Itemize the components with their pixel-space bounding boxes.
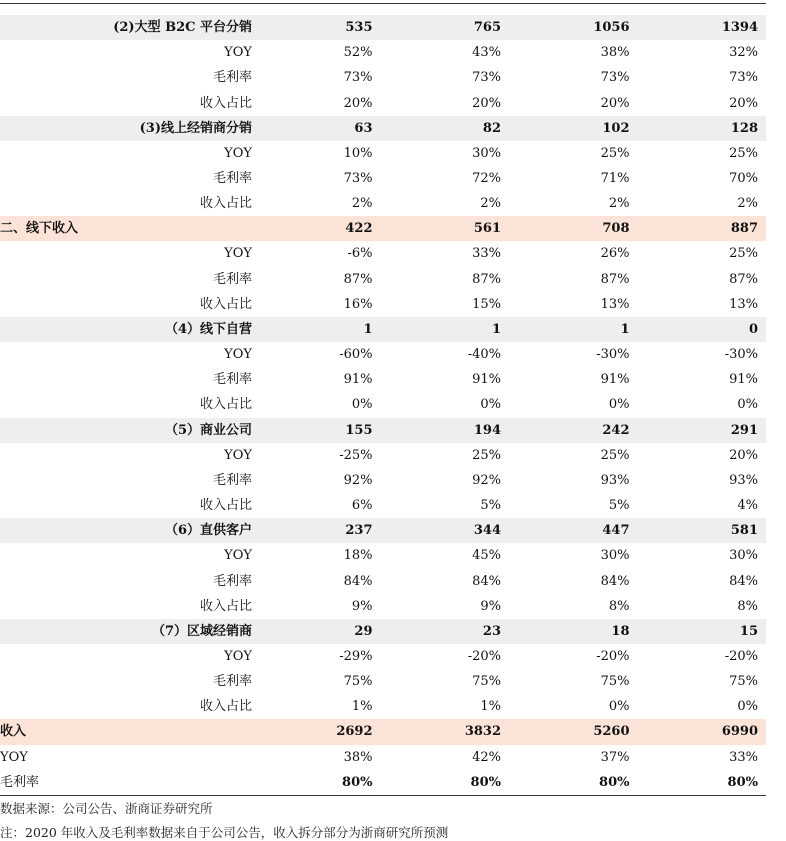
row-label: (3)线上经销商分销 (0, 116, 252, 141)
table-row (0, 141, 766, 166)
table-row (0, 267, 766, 292)
row-label: 毛利率 (212, 674, 252, 690)
value-cell: 13% (600, 296, 630, 312)
row-label: YOY (224, 347, 252, 363)
row-label: （5）商业公司 (0, 418, 252, 443)
row-label: YOY (224, 145, 252, 161)
value-cell: 16% (343, 296, 373, 312)
row-label: 毛利率 (212, 171, 252, 187)
value-cell: 5% (480, 498, 501, 514)
value-cell: 84% (343, 573, 373, 589)
value-cell: -30% (724, 347, 758, 363)
value-cell: 128 (638, 116, 767, 141)
value-cell: 447 (509, 518, 638, 543)
remark-note: 注：2020 年收入及毛利率数据来自于公司公告，收入拆分部分为浙商研究所预测 (0, 825, 449, 840)
table-row (0, 40, 766, 65)
value-cell: 93% (600, 472, 630, 488)
value-cell: 38% (600, 45, 630, 61)
value-cell: 344 (381, 518, 510, 543)
value-cell: 20% (729, 95, 758, 111)
table-bottom-rule (0, 795, 766, 796)
table-row (0, 241, 766, 266)
value-cell: 237 (252, 518, 381, 543)
value-cell: 9% (480, 598, 501, 614)
value-cell: 91% (343, 372, 373, 388)
value-cell: 102 (509, 116, 638, 141)
value-cell: 38% (343, 749, 373, 765)
value-cell: 37% (600, 749, 630, 765)
value-cell: -30% (596, 347, 630, 363)
table-row (0, 770, 766, 795)
value-cell: -20% (467, 648, 501, 664)
value-cell: 71% (600, 171, 630, 187)
value-cell: 9% (351, 598, 373, 614)
value-cell: 6990 (638, 719, 767, 744)
value-cell: 87% (343, 271, 373, 287)
value-cell: 75% (729, 674, 758, 690)
value-cell: 5260 (509, 719, 638, 744)
value-cell: 2% (737, 196, 758, 212)
value-cell: 84% (472, 573, 501, 589)
table-row (0, 65, 766, 90)
row-label: YOY (224, 548, 252, 564)
value-cell: 8% (608, 598, 630, 614)
table-row (0, 594, 766, 619)
value-cell: 1% (351, 699, 373, 715)
table-row (0, 342, 766, 367)
value-cell: 30% (729, 548, 758, 564)
value-cell: 1394 (638, 15, 767, 40)
value-cell: 2% (480, 196, 501, 212)
value-cell: 82 (381, 116, 510, 141)
value-cell: 18 (509, 619, 638, 644)
value-cell: 4% (737, 498, 758, 514)
value-cell: 5% (608, 498, 630, 514)
table-top-rule (0, 3, 766, 4)
value-cell: 10% (343, 145, 373, 161)
value-cell: 422 (252, 216, 381, 241)
value-cell: 26% (600, 246, 630, 262)
value-cell: 93% (729, 472, 758, 488)
value-cell: 0% (608, 397, 630, 413)
value-cell: 73% (343, 70, 373, 86)
table-row (0, 418, 766, 443)
row-label: 收入占比 (199, 598, 252, 614)
value-cell: 30% (600, 548, 630, 564)
row-label: 毛利率 (0, 774, 40, 790)
value-cell: 20% (600, 95, 630, 111)
table-row (0, 392, 766, 417)
value-cell: 0% (737, 397, 758, 413)
value-cell: 29 (252, 619, 381, 644)
value-cell: 92% (343, 472, 373, 488)
value-cell: 80% (470, 774, 501, 790)
value-cell: -25% (339, 447, 373, 463)
value-cell: 0% (737, 699, 758, 715)
value-cell: 1056 (509, 15, 638, 40)
value-cell: 1 (509, 317, 638, 342)
value-cell: 3832 (381, 719, 510, 744)
table-row (0, 90, 766, 115)
value-cell: 23 (381, 619, 510, 644)
table-row (0, 166, 766, 191)
value-cell: 43% (472, 45, 501, 61)
value-cell: 25% (600, 145, 630, 161)
value-cell: 15% (472, 296, 501, 312)
row-label: 毛利率 (212, 70, 252, 86)
table-row (0, 443, 766, 468)
row-label: 收入占比 (199, 95, 252, 111)
value-cell: 63 (252, 116, 381, 141)
value-cell: 80% (727, 774, 758, 790)
value-cell: 1 (252, 317, 381, 342)
value-cell: 8% (737, 598, 758, 614)
revenue-forecast-table (0, 15, 766, 795)
value-cell: 30% (472, 145, 501, 161)
table-row (0, 719, 766, 744)
table-row (0, 15, 766, 40)
table-row (0, 694, 766, 719)
value-cell: 6% (351, 498, 373, 514)
value-cell: 25% (600, 447, 630, 463)
row-label: 毛利率 (212, 271, 252, 287)
value-cell: 0 (638, 317, 767, 342)
value-cell: 1 (381, 317, 510, 342)
value-cell: 2% (608, 196, 630, 212)
value-cell: 2692 (252, 719, 381, 744)
value-cell: 194 (381, 418, 510, 443)
table-row (0, 543, 766, 568)
value-cell: 708 (509, 216, 638, 241)
row-label: （6）直供客户 (0, 518, 252, 543)
row-label: （4）线下自营 (0, 317, 252, 342)
value-cell: -20% (724, 648, 758, 664)
value-cell: 91% (729, 372, 758, 388)
value-cell: 535 (252, 15, 381, 40)
value-cell: 33% (729, 749, 758, 765)
row-label: (2)大型 B2C 平台分销 (0, 15, 252, 40)
value-cell: -40% (467, 347, 501, 363)
value-cell: 0% (480, 397, 501, 413)
row-label: 收入占比 (199, 699, 252, 715)
row-label: YOY (224, 246, 252, 262)
value-cell: 765 (381, 15, 510, 40)
value-cell: 73% (729, 70, 758, 86)
value-cell: 0% (608, 699, 630, 715)
row-label: 二、线下收入 (0, 216, 252, 241)
value-cell: 242 (509, 418, 638, 443)
value-cell: 887 (638, 216, 767, 241)
value-cell: 25% (729, 145, 758, 161)
value-cell: 73% (472, 70, 501, 86)
value-cell: 84% (600, 573, 630, 589)
value-cell: 91% (600, 372, 630, 388)
value-cell: 32% (729, 45, 758, 61)
value-cell: 2% (351, 196, 373, 212)
value-cell: 1% (480, 699, 501, 715)
value-cell: 25% (729, 246, 758, 262)
table-row (0, 644, 766, 669)
table-row (0, 745, 766, 770)
table-row (0, 669, 766, 694)
table-body (0, 15, 766, 795)
table-row (0, 367, 766, 392)
table-row (0, 619, 766, 644)
value-cell: 20% (343, 95, 373, 111)
value-cell: 15 (638, 619, 767, 644)
row-label: 收入 (0, 719, 252, 744)
value-cell: 75% (600, 674, 630, 690)
row-label: 毛利率 (212, 573, 252, 589)
value-cell: 70% (729, 171, 758, 187)
row-label: 收入占比 (199, 397, 252, 413)
row-label: YOY (224, 45, 252, 61)
value-cell: -29% (339, 648, 373, 664)
table-row (0, 292, 766, 317)
value-cell: 87% (729, 271, 758, 287)
value-cell: 18% (343, 548, 373, 564)
value-cell: 291 (638, 418, 767, 443)
value-cell: 87% (472, 271, 501, 287)
value-cell: 80% (599, 774, 630, 790)
value-cell: 72% (472, 171, 501, 187)
value-cell: 20% (729, 447, 758, 463)
value-cell: 75% (343, 674, 373, 690)
table-row (0, 468, 766, 493)
row-label: 收入占比 (199, 296, 252, 312)
row-label: 收入占比 (199, 498, 252, 514)
value-cell: 581 (638, 518, 767, 543)
row-label: YOY (224, 447, 252, 463)
value-cell: 80% (342, 774, 373, 790)
value-cell: -60% (339, 347, 373, 363)
value-cell: 73% (343, 171, 373, 187)
value-cell: 52% (343, 45, 373, 61)
table-row (0, 568, 766, 593)
table-row (0, 493, 766, 518)
table-row (0, 216, 766, 241)
value-cell: 13% (729, 296, 758, 312)
value-cell: 84% (729, 573, 758, 589)
row-label: 毛利率 (212, 372, 252, 388)
value-cell: 42% (472, 749, 501, 765)
row-label: YOY (0, 749, 28, 765)
value-cell: 20% (472, 95, 501, 111)
value-cell: 73% (600, 70, 630, 86)
value-cell: 0% (351, 397, 373, 413)
table-row (0, 317, 766, 342)
value-cell: 75% (472, 674, 501, 690)
table-row (0, 116, 766, 141)
source-note: 数据来源：公司公告、浙商证券研究所 (0, 801, 213, 816)
value-cell: 25% (472, 447, 501, 463)
value-cell: 45% (472, 548, 501, 564)
value-cell: 561 (381, 216, 510, 241)
table-row (0, 518, 766, 543)
row-label: 收入占比 (199, 196, 252, 212)
row-label: （7）区域经销商 (0, 619, 252, 644)
value-cell: 87% (600, 271, 630, 287)
value-cell: -20% (596, 648, 630, 664)
table-row (0, 191, 766, 216)
value-cell: -6% (347, 246, 373, 262)
value-cell: 155 (252, 418, 381, 443)
value-cell: 91% (472, 372, 501, 388)
row-label: YOY (224, 648, 252, 664)
value-cell: 92% (472, 472, 501, 488)
row-label: 毛利率 (212, 472, 252, 488)
value-cell: 33% (472, 246, 501, 262)
